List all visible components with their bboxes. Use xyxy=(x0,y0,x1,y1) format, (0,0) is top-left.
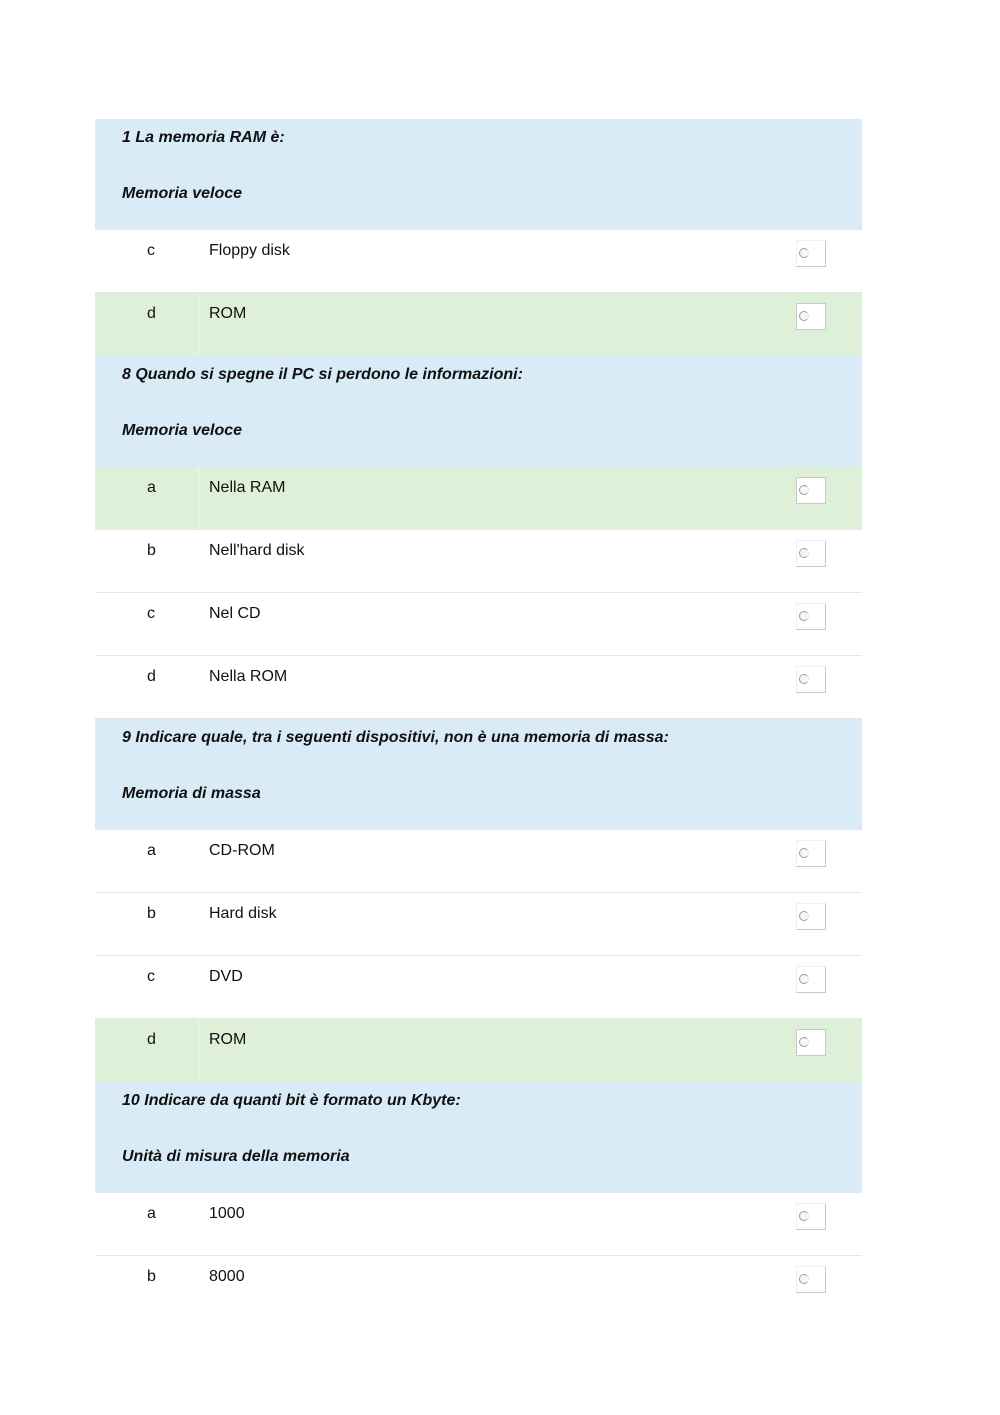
cell-divider xyxy=(198,656,199,718)
answer-option-row[interactable] xyxy=(95,1256,862,1319)
radio-button-icon[interactable] xyxy=(799,1037,809,1047)
answer-option-row[interactable] xyxy=(95,956,862,1019)
cell-divider xyxy=(198,467,199,529)
radio-button-frame[interactable] xyxy=(796,1029,826,1056)
radio-button-frame[interactable] xyxy=(796,1266,826,1293)
question-header xyxy=(95,1082,862,1193)
cell-divider xyxy=(198,293,199,355)
radio-button-frame[interactable] xyxy=(796,840,826,867)
radio-button-frame[interactable] xyxy=(796,666,826,693)
radio-button-frame[interactable] xyxy=(796,1203,826,1230)
radio-button-icon[interactable] xyxy=(799,548,809,558)
option-text: Nella ROM xyxy=(209,668,288,685)
cell-divider xyxy=(198,593,199,655)
radio-button-icon[interactable] xyxy=(799,248,809,258)
question-header xyxy=(95,356,862,467)
option-text: Floppy disk xyxy=(209,242,290,259)
option-text: ROM xyxy=(209,1031,247,1048)
answer-option-row[interactable] xyxy=(95,1193,862,1256)
option-letter: a xyxy=(147,1205,156,1222)
question-topic: Memoria veloce xyxy=(122,185,243,202)
answer-option-row[interactable] xyxy=(95,656,862,719)
option-letter: d xyxy=(147,1031,156,1048)
radio-button-frame[interactable] xyxy=(796,603,826,630)
radio-button-icon[interactable] xyxy=(799,911,809,921)
question-header xyxy=(95,119,862,230)
option-letter: c xyxy=(147,242,155,259)
answer-option-row[interactable] xyxy=(95,593,862,656)
option-letter: b xyxy=(147,905,156,922)
cell-divider xyxy=(198,1256,199,1319)
answer-option-row[interactable] xyxy=(95,293,862,356)
question-topic: Memoria di massa xyxy=(122,785,261,802)
option-text: Nella RAM xyxy=(209,479,286,496)
radio-button-icon[interactable] xyxy=(799,485,809,495)
cell-divider xyxy=(198,956,199,1018)
answer-option-row[interactable] xyxy=(95,893,862,956)
cell-divider xyxy=(198,230,199,292)
cell-divider xyxy=(198,893,199,955)
answer-option-row[interactable] xyxy=(95,1019,862,1082)
question-title: 1 La memoria RAM è: xyxy=(122,129,285,146)
option-letter: a xyxy=(147,842,156,859)
cell-divider xyxy=(198,1019,199,1081)
option-letter: a xyxy=(147,479,156,496)
question-title: 8 Quando si spegne il PC si perdono le informazioni: xyxy=(122,366,523,383)
question-topic: Memoria veloce xyxy=(122,422,243,439)
cell-divider xyxy=(198,1193,199,1255)
question-topic: Unità di misura della memoria xyxy=(122,1148,350,1165)
radio-button-icon[interactable] xyxy=(799,1211,809,1221)
option-text: Hard disk xyxy=(209,905,277,922)
radio-button-frame[interactable] xyxy=(796,966,826,993)
question-title: 9 Indicare quale, tra i seguenti dispositivi, non è una memoria di massa: xyxy=(122,729,669,746)
option-text: ROM xyxy=(209,305,247,322)
answer-option-row[interactable] xyxy=(95,530,862,593)
cell-divider xyxy=(198,830,199,892)
option-letter: c xyxy=(147,968,155,985)
radio-button-frame[interactable] xyxy=(796,303,826,330)
radio-button-frame[interactable] xyxy=(796,903,826,930)
cell-divider xyxy=(198,530,199,592)
radio-button-icon[interactable] xyxy=(799,311,809,321)
radio-button-icon[interactable] xyxy=(799,674,809,684)
option-letter: d xyxy=(147,668,156,685)
radio-button-icon[interactable] xyxy=(799,611,809,621)
quiz-list xyxy=(95,119,862,1319)
answer-option-row[interactable] xyxy=(95,830,862,893)
answer-option-row[interactable] xyxy=(95,230,862,293)
option-letter: b xyxy=(147,542,156,559)
radio-button-icon[interactable] xyxy=(799,1274,809,1284)
radio-button-frame[interactable] xyxy=(796,477,826,504)
option-letter: d xyxy=(147,305,156,322)
option-text: 1000 xyxy=(209,1205,245,1222)
question-header xyxy=(95,719,862,830)
option-text: DVD xyxy=(209,968,243,985)
radio-button-icon[interactable] xyxy=(799,848,809,858)
option-text: CD-ROM xyxy=(209,842,275,859)
option-letter: b xyxy=(147,1268,156,1285)
option-text: Nell'hard disk xyxy=(209,542,305,559)
radio-button-frame[interactable] xyxy=(796,240,826,267)
radio-button-frame[interactable] xyxy=(796,540,826,567)
question-title: 10 Indicare da quanti bit è formato un Kbyte: xyxy=(122,1092,461,1109)
answer-option-row[interactable] xyxy=(95,467,862,530)
radio-button-icon[interactable] xyxy=(799,974,809,984)
option-text: 8000 xyxy=(209,1268,245,1285)
option-text: Nel CD xyxy=(209,605,261,622)
option-letter: c xyxy=(147,605,155,622)
